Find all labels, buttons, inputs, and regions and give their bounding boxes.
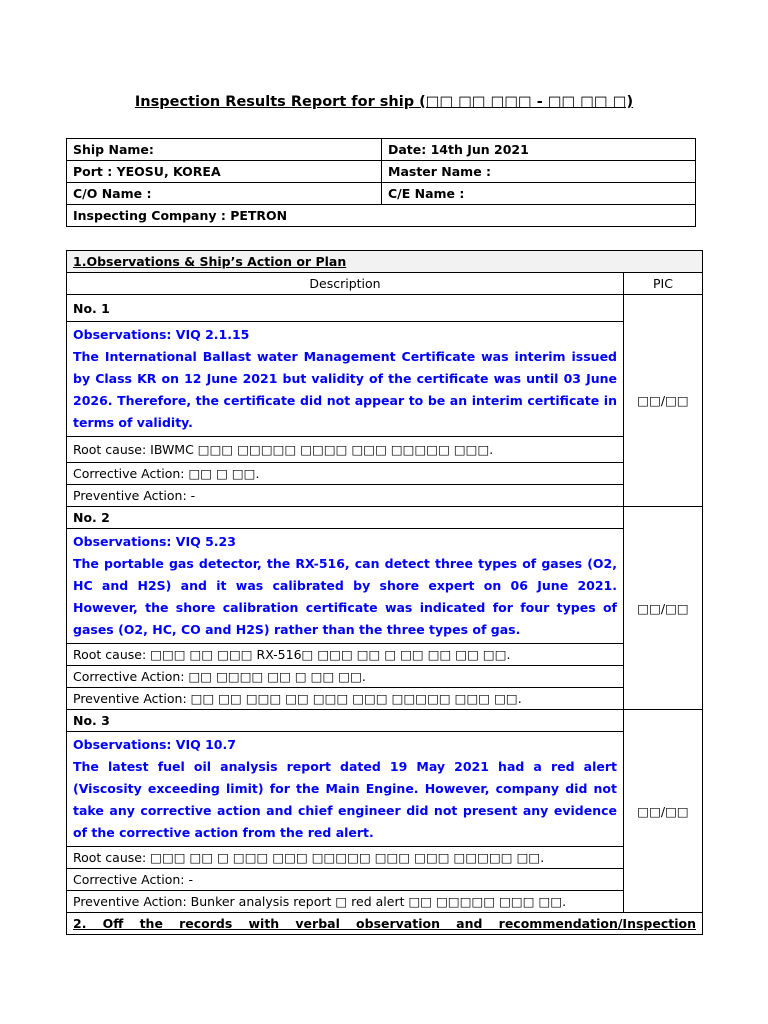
observation-text: The portable gas detector, the RX-516, can detect three types of gases (O2, HC and H2S) and it was calibrated by shore expert on 06 June 2021. However, the shore calibration certificate was indicated for four types of gases (O2, HC, CO and H2S) rather than the three types of gas. <box>73 556 617 637</box>
observation-title: Observations: VIQ 5.23 <box>73 534 236 549</box>
observation-cell <box>67 322 624 437</box>
report-title: Inspection Results Report for ship (□□ □□ □□□ - □□ □□ □) <box>134 94 634 110</box>
section2-heading: 2. Off the records with verbal observation and recommendation/Inspection <box>67 913 703 935</box>
date-cell: Date: 14th Jun 2021 <box>382 139 696 161</box>
ship-name-cell: Ship Name: <box>67 139 382 161</box>
item-pic: □□/□□ <box>624 295 703 507</box>
observation-cell <box>67 529 624 644</box>
info-row <box>67 205 696 227</box>
ce-name-cell: C/E Name : <box>382 183 696 205</box>
preventive-action: Preventive Action: - <box>67 485 624 507</box>
port-cell: Port : YEOSU, KOREA <box>67 161 382 183</box>
root-cause: Root cause: IBWMC □□□ □□□□□ □□□□ □□□ □□□□□ □□□. <box>67 437 624 463</box>
item-pic: □□/□□ <box>624 507 703 710</box>
preventive-action: Preventive Action: □□ □□ □□□ □□ □□□ □□□ □□□□□ □□□ □□. <box>67 688 624 710</box>
corrective-action: Corrective Action: □□ □ □□. <box>67 463 624 485</box>
corrective-action: Corrective Action: - <box>67 869 624 891</box>
ship-info-table <box>66 138 696 227</box>
observation-text: The International Ballast water Management Certificate was interim issued by Class KR on 12 June 2021 but validity of the certificate was until 03 June 2026. Therefore, the certificate did not appear to be an interim certificate in terms of validity. <box>73 349 617 430</box>
root-cause: Root cause: □□□ □□ □ □□□ □□□ □□□□□ □□□ □□□ □□□□□ □□. <box>67 847 624 869</box>
item-number: No. 2 <box>67 507 624 529</box>
item-pic: □□/□□ <box>624 710 703 913</box>
co-name-cell: C/O Name : <box>67 183 382 205</box>
item-number: No. 3 <box>67 710 624 732</box>
description-column-header: Description <box>67 273 624 295</box>
corrective-action: Corrective Action: □□ □□□□ □□ □ □□ □□. <box>67 666 624 688</box>
observation-title: Observations: VIQ 10.7 <box>73 737 236 752</box>
observation-text: The latest fuel oil analysis report dated 19 May 2021 had a red alert (Viscosity exceeding limit) for the Main Engine. However, company did not take any corrective action and chief engineer did not present any evidence of the corrective action from the red alert. <box>73 759 617 840</box>
master-name-cell: Master Name : <box>382 161 696 183</box>
section1-heading-text: 1.Observations & Ship’s Action or Plan <box>73 254 347 269</box>
observations-table <box>66 250 703 935</box>
info-row <box>67 161 696 183</box>
observation-cell <box>67 732 624 847</box>
item-number: No. 1 <box>67 295 624 322</box>
preventive-action: Preventive Action: Bunker analysis report □ red alert □□ □□□□□ □□□ □□. <box>67 891 624 913</box>
inspecting-company-cell: Inspecting Company : PETRON <box>67 205 696 227</box>
info-row <box>67 139 696 161</box>
root-cause: Root cause: □□□ □□ □□□ RX-516□ □□□ □□ □ □□ □□ □□ □□. <box>67 644 624 666</box>
info-row <box>67 183 696 205</box>
pic-column-header: PIC <box>624 273 703 295</box>
section1-heading <box>67 251 703 273</box>
observation-title: Observations: VIQ 2.1.15 <box>73 327 250 342</box>
